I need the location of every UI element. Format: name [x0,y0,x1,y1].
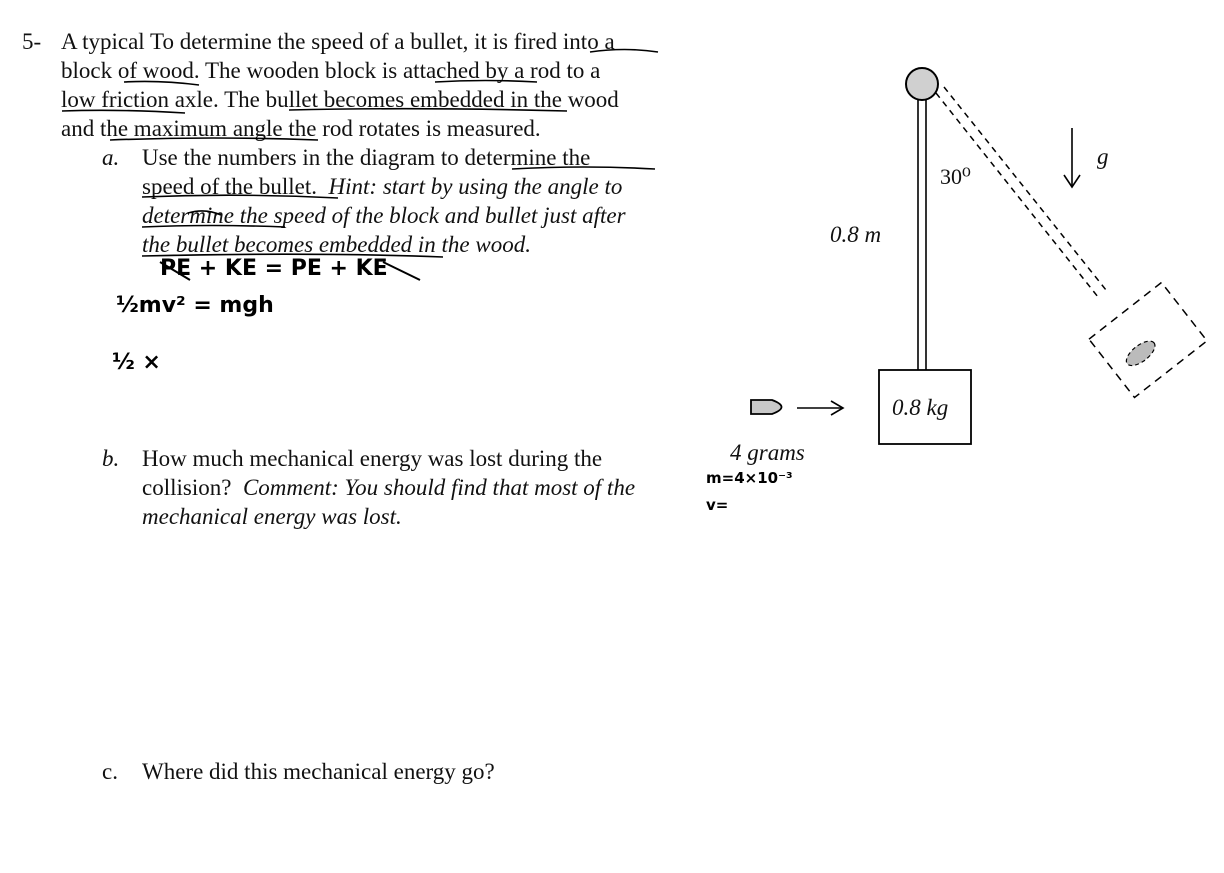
handwritten-velocity: v= [706,496,729,514]
part-b-line-1: How much mechanical energy was lost during the [142,446,603,471]
handwritten-energy-equation: PE + KE = PE + KE [160,256,388,281]
gravity-label: g [1097,144,1109,169]
part-a-label: a. [102,145,120,170]
pivot-ball [906,68,938,100]
rod-length-label: 0.8 m [830,222,882,247]
handwritten-kinetic-potential: ½mv² = mgh [116,293,274,318]
angle-label: 30⁰ [940,164,971,189]
bullet [751,400,782,414]
part-a-line-1: Use the numbers in the diagram to determine the [142,145,591,170]
part-c-line-1: Where did this mechanical energy go? [142,759,495,784]
question-line-2: block of wood. The wooden block is attached by a rod to a [61,58,601,83]
bullet-mass-label: 4 grams [730,440,805,465]
part-a-line-3: determine the speed of the block and bullet just after [142,203,626,228]
part-b-comment: Comment: You should find that most of the [242,475,636,500]
handwritten-mass: m=4×10⁻³ [706,469,793,487]
part-c-label: c. [102,759,118,784]
part-a-line-2-text: speed of the bullet. [142,174,318,199]
part-a-hint: Hint: start by using the angle to [328,174,623,199]
block-mass-label: 0.8 kg [892,395,949,420]
part-b-line-2-text: collision? [142,475,232,500]
dashed-swung-block [1089,283,1207,398]
part-b-label: b. [102,446,120,471]
handwritten-half-times: ½ × [112,350,161,375]
question-line-3: low friction axle. The bullet becomes embedded in the wood [61,87,619,112]
pen-underlines [62,50,658,258]
question-number: 5- [22,29,42,54]
dashed-swung-rod [936,87,1106,297]
question-line-4: and the maximum angle the rod rotates is measured. [61,116,541,141]
part-a-line-4: the bullet becomes embedded in the wood. [142,232,531,257]
question-line-1: A typical To determine the speed of a bullet, it is fired into a [61,29,615,54]
part-b-line-3: mechanical energy was lost. [142,504,402,529]
